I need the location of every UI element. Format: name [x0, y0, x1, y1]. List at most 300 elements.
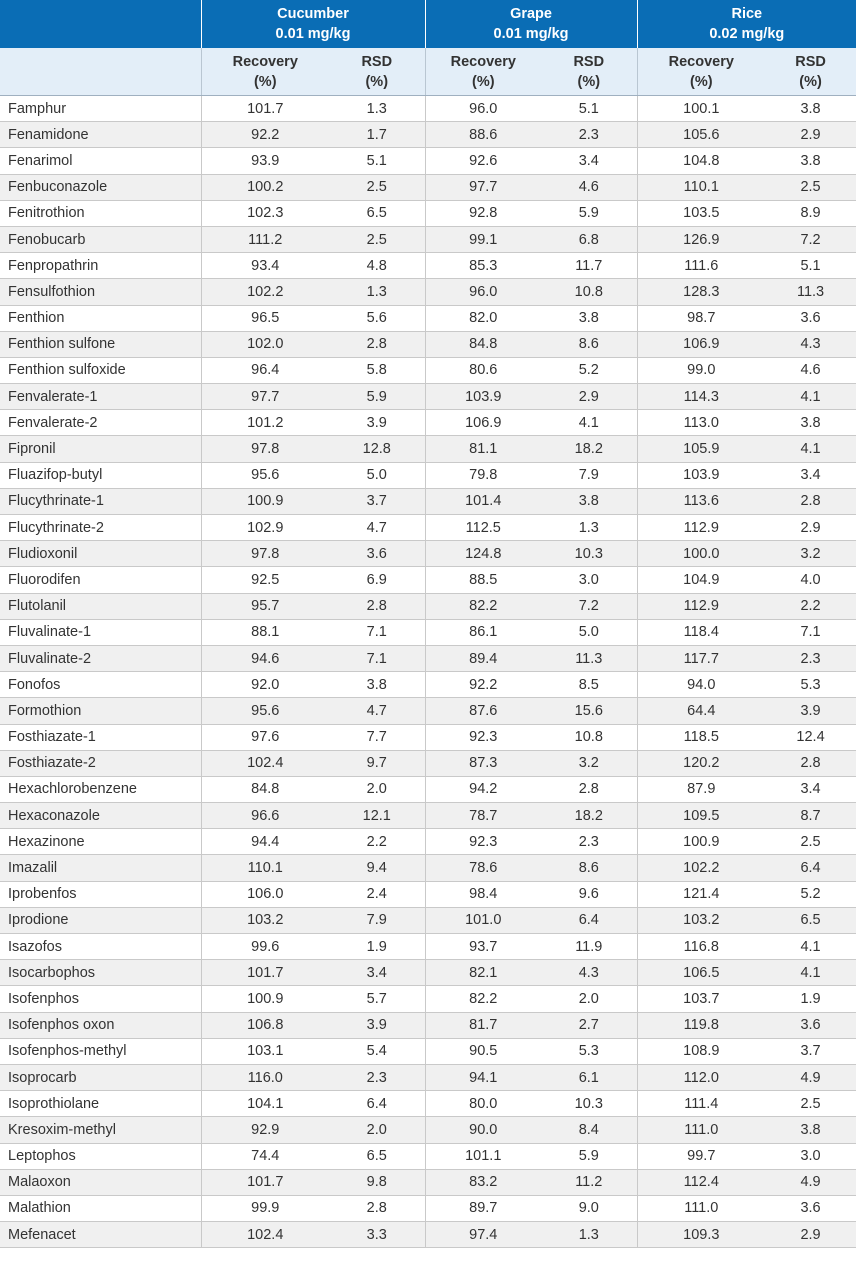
rice-rsd-cell: 2.3: [765, 645, 856, 671]
grape-rsd-cell: 4.3: [541, 960, 637, 986]
grape-rsd-cell: 1.3: [541, 1222, 637, 1248]
grape-rsd-cell: 2.9: [541, 384, 637, 410]
rice-rsd-cell: 4.1: [765, 960, 856, 986]
table-row: [0, 1038, 856, 1064]
compound-name: Fosthiazate-2: [0, 750, 201, 776]
cucumber-rsd-cell: 5.6: [329, 305, 425, 331]
rsd-header: [541, 48, 637, 96]
grape-rsd-cell: 11.7: [541, 253, 637, 279]
compound-name: Flutolanil: [0, 593, 201, 619]
cucumber-recovery-cell: 104.1: [201, 1091, 329, 1117]
cucumber-recovery-cell: 96.4: [201, 357, 329, 383]
compound-name: Isoprothiolane: [0, 1091, 201, 1117]
rice-recovery-cell: 103.7: [637, 986, 765, 1012]
rice-rsd-cell: 6.5: [765, 907, 856, 933]
rice-recovery-cell: 103.2: [637, 907, 765, 933]
corner-cell: [0, 0, 201, 48]
grape-recovery-cell: 124.8: [425, 541, 541, 567]
matrix-name: Cucumber: [277, 6, 349, 22]
grape-recovery-cell: 82.2: [425, 986, 541, 1012]
compound-name: Leptophos: [0, 1143, 201, 1169]
table-row: [0, 881, 856, 907]
rice-recovery-cell: 112.9: [637, 515, 765, 541]
cucumber-rsd-cell: 2.5: [329, 226, 425, 252]
matrix-header-cucumber: [201, 0, 425, 48]
grape-rsd-cell: 2.8: [541, 776, 637, 802]
rsd-label: RSD: [573, 53, 605, 70]
cucumber-rsd-cell: 2.0: [329, 776, 425, 802]
rice-rsd-cell: 12.4: [765, 724, 856, 750]
grape-recovery-cell: 94.2: [425, 776, 541, 802]
cucumber-rsd-cell: 1.3: [329, 279, 425, 305]
cucumber-recovery-cell: 94.6: [201, 645, 329, 671]
table-row: [0, 122, 856, 148]
compound-name: Isazofos: [0, 934, 201, 960]
recovery-label: Recovery: [668, 53, 734, 70]
grape-recovery-cell: 97.7: [425, 174, 541, 200]
recovery-header: [201, 48, 329, 96]
grape-rsd-cell: 5.1: [541, 96, 637, 122]
compound-name: Flucythrinate-2: [0, 515, 201, 541]
rice-recovery-cell: 94.0: [637, 672, 765, 698]
rice-rsd-cell: 2.9: [765, 122, 856, 148]
grape-recovery-cell: 88.6: [425, 122, 541, 148]
rice-rsd-cell: 2.8: [765, 750, 856, 776]
table-row: [0, 960, 856, 986]
recovery-unit: (%): [690, 73, 713, 90]
cucumber-rsd-cell: 7.1: [329, 645, 425, 671]
cucumber-rsd-cell: 7.9: [329, 907, 425, 933]
grape-rsd-cell: 2.3: [541, 122, 637, 148]
compound-name: Fensulfothion: [0, 279, 201, 305]
grape-recovery-cell: 81.7: [425, 1012, 541, 1038]
grape-rsd-cell: 10.3: [541, 1091, 637, 1117]
rice-recovery-cell: 118.4: [637, 619, 765, 645]
grape-recovery-cell: 82.0: [425, 305, 541, 331]
compound-name: Fluazifop-butyl: [0, 462, 201, 488]
cucumber-recovery-cell: 92.2: [201, 122, 329, 148]
table-row: [0, 253, 856, 279]
rice-recovery-cell: 105.9: [637, 436, 765, 462]
rice-recovery-cell: 105.6: [637, 122, 765, 148]
compound-name: Isofenphos oxon: [0, 1012, 201, 1038]
compound-name: Fludioxonil: [0, 541, 201, 567]
compound-name: Fenbuconazole: [0, 174, 201, 200]
cucumber-recovery-cell: 103.2: [201, 907, 329, 933]
table-row: [0, 645, 856, 671]
matrix-header-row: [0, 0, 856, 48]
grape-recovery-cell: 96.0: [425, 96, 541, 122]
rice-rsd-cell: 4.9: [765, 1064, 856, 1090]
grape-recovery-cell: 82.1: [425, 960, 541, 986]
grape-recovery-cell: 94.1: [425, 1064, 541, 1090]
grape-rsd-cell: 5.3: [541, 1038, 637, 1064]
table-row: [0, 488, 856, 514]
grape-rsd-cell: 3.8: [541, 305, 637, 331]
grape-rsd-cell: 1.3: [541, 515, 637, 541]
cucumber-rsd-cell: 12.8: [329, 436, 425, 462]
cucumber-rsd-cell: 12.1: [329, 803, 425, 829]
table-row: [0, 357, 856, 383]
table-row: [0, 986, 856, 1012]
cucumber-recovery-cell: 93.4: [201, 253, 329, 279]
cucumber-rsd-cell: 9.4: [329, 855, 425, 881]
cucumber-rsd-cell: 3.8: [329, 672, 425, 698]
rice-recovery-cell: 112.4: [637, 1169, 765, 1195]
cucumber-recovery-cell: 116.0: [201, 1064, 329, 1090]
matrix-level: 0.01 mg/kg: [493, 26, 569, 42]
rice-rsd-cell: 3.8: [765, 148, 856, 174]
cucumber-recovery-cell: 103.1: [201, 1038, 329, 1064]
cucumber-recovery-cell: 102.0: [201, 331, 329, 357]
cucumber-rsd-cell: 5.1: [329, 148, 425, 174]
grape-rsd-cell: 11.9: [541, 934, 637, 960]
grape-recovery-cell: 87.6: [425, 698, 541, 724]
rsd-label: RSD: [361, 53, 393, 70]
cucumber-recovery-cell: 102.4: [201, 750, 329, 776]
rice-rsd-cell: 2.9: [765, 515, 856, 541]
cucumber-rsd-cell: 5.0: [329, 462, 425, 488]
cucumber-recovery-cell: 99.9: [201, 1195, 329, 1221]
grape-recovery-cell: 84.8: [425, 331, 541, 357]
grape-rsd-cell: 7.2: [541, 593, 637, 619]
grape-recovery-cell: 82.2: [425, 593, 541, 619]
cucumber-rsd-cell: 4.7: [329, 515, 425, 541]
cucumber-rsd-cell: 3.3: [329, 1222, 425, 1248]
table-row: [0, 200, 856, 226]
grape-recovery-cell: 86.1: [425, 619, 541, 645]
table-row: [0, 829, 856, 855]
rice-rsd-cell: 2.2: [765, 593, 856, 619]
cucumber-recovery-cell: 94.4: [201, 829, 329, 855]
grape-rsd-cell: 6.4: [541, 907, 637, 933]
rice-rsd-cell: 3.2: [765, 541, 856, 567]
compound-name: Isofenphos-methyl: [0, 1038, 201, 1064]
cucumber-recovery-cell: 102.9: [201, 515, 329, 541]
cucumber-rsd-cell: 5.4: [329, 1038, 425, 1064]
compound-name: Isocarbophos: [0, 960, 201, 986]
table-row: [0, 1169, 856, 1195]
cucumber-rsd-cell: 2.5: [329, 174, 425, 200]
rice-recovery-cell: 103.9: [637, 462, 765, 488]
table-row: [0, 750, 856, 776]
cucumber-rsd-cell: 7.1: [329, 619, 425, 645]
grape-rsd-cell: 3.0: [541, 567, 637, 593]
table-row: [0, 855, 856, 881]
cucumber-recovery-cell: 102.3: [201, 200, 329, 226]
cucumber-recovery-cell: 96.6: [201, 803, 329, 829]
grape-recovery-cell: 90.0: [425, 1117, 541, 1143]
grape-rsd-cell: 10.3: [541, 541, 637, 567]
matrix-level: 0.02 mg/kg: [709, 26, 785, 42]
table-row: [0, 541, 856, 567]
rice-rsd-cell: 3.6: [765, 305, 856, 331]
rice-rsd-cell: 3.8: [765, 410, 856, 436]
cucumber-rsd-cell: 3.7: [329, 488, 425, 514]
table-row: [0, 724, 856, 750]
rice-recovery-cell: 100.0: [637, 541, 765, 567]
rice-recovery-cell: 109.5: [637, 803, 765, 829]
grape-recovery-cell: 99.1: [425, 226, 541, 252]
table-row: [0, 331, 856, 357]
table-row: [0, 384, 856, 410]
rsd-header: [329, 48, 425, 96]
table-row: [0, 1143, 856, 1169]
cucumber-rsd-cell: 4.8: [329, 253, 425, 279]
grape-rsd-cell: 7.9: [541, 462, 637, 488]
cucumber-recovery-cell: 74.4: [201, 1143, 329, 1169]
compound-name: Flucythrinate-1: [0, 488, 201, 514]
cucumber-recovery-cell: 102.4: [201, 1222, 329, 1248]
compound-name: Fenthion: [0, 305, 201, 331]
rice-rsd-cell: 3.8: [765, 96, 856, 122]
grape-recovery-cell: 106.9: [425, 410, 541, 436]
grape-recovery-cell: 81.1: [425, 436, 541, 462]
table-row: [0, 672, 856, 698]
table-row: [0, 1117, 856, 1143]
cucumber-rsd-cell: 5.7: [329, 986, 425, 1012]
rice-recovery-cell: 98.7: [637, 305, 765, 331]
cucumber-rsd-cell: 1.3: [329, 96, 425, 122]
cucumber-rsd-cell: 9.8: [329, 1169, 425, 1195]
cucumber-recovery-cell: 92.5: [201, 567, 329, 593]
table-row: [0, 593, 856, 619]
rice-recovery-cell: 128.3: [637, 279, 765, 305]
rice-recovery-cell: 99.0: [637, 357, 765, 383]
table-row: [0, 619, 856, 645]
rice-recovery-cell: 106.5: [637, 960, 765, 986]
cucumber-rsd-cell: 6.5: [329, 1143, 425, 1169]
compound-name: Fenamidone: [0, 122, 201, 148]
rice-rsd-cell: 4.0: [765, 567, 856, 593]
rice-rsd-cell: 2.8: [765, 488, 856, 514]
table-row: [0, 1222, 856, 1248]
grape-rsd-cell: 5.9: [541, 1143, 637, 1169]
compound-name: Fluvalinate-1: [0, 619, 201, 645]
metric-header-row: [0, 48, 856, 96]
cucumber-rsd-cell: 2.0: [329, 1117, 425, 1143]
rice-rsd-cell: 3.6: [765, 1012, 856, 1038]
compound-name: Kresoxim-methyl: [0, 1117, 201, 1143]
rice-recovery-cell: 111.4: [637, 1091, 765, 1117]
grape-recovery-cell: 78.6: [425, 855, 541, 881]
cucumber-recovery-cell: 100.9: [201, 488, 329, 514]
rice-rsd-cell: 4.1: [765, 436, 856, 462]
grape-rsd-cell: 10.8: [541, 279, 637, 305]
grape-rsd-cell: 3.2: [541, 750, 637, 776]
rice-rsd-cell: 7.1: [765, 619, 856, 645]
rice-recovery-cell: 113.6: [637, 488, 765, 514]
rice-recovery-cell: 121.4: [637, 881, 765, 907]
cucumber-rsd-cell: 6.9: [329, 567, 425, 593]
cucumber-recovery-cell: 106.0: [201, 881, 329, 907]
grape-recovery-cell: 85.3: [425, 253, 541, 279]
rice-recovery-cell: 111.0: [637, 1117, 765, 1143]
rice-recovery-cell: 110.1: [637, 174, 765, 200]
table-row: [0, 305, 856, 331]
compound-name: Fenvalerate-2: [0, 410, 201, 436]
grape-recovery-cell: 92.2: [425, 672, 541, 698]
rice-rsd-cell: 4.6: [765, 357, 856, 383]
matrix-header-grape: [425, 0, 637, 48]
rice-rsd-cell: 3.7: [765, 1038, 856, 1064]
grape-recovery-cell: 93.7: [425, 934, 541, 960]
table-row: [0, 1195, 856, 1221]
grape-rsd-cell: 2.7: [541, 1012, 637, 1038]
matrix-level: 0.01 mg/kg: [275, 26, 351, 42]
grape-recovery-cell: 92.3: [425, 829, 541, 855]
rice-recovery-cell: 116.8: [637, 934, 765, 960]
cucumber-rsd-cell: 5.8: [329, 357, 425, 383]
cucumber-recovery-cell: 106.8: [201, 1012, 329, 1038]
rice-rsd-cell: 4.1: [765, 384, 856, 410]
cucumber-rsd-cell: 9.7: [329, 750, 425, 776]
compound-name: Fenthion sulfone: [0, 331, 201, 357]
grape-rsd-cell: 11.2: [541, 1169, 637, 1195]
rice-rsd-cell: 11.3: [765, 279, 856, 305]
cucumber-recovery-cell: 102.2: [201, 279, 329, 305]
cucumber-rsd-cell: 5.9: [329, 384, 425, 410]
rice-recovery-cell: 87.9: [637, 776, 765, 802]
rice-recovery-cell: 118.5: [637, 724, 765, 750]
grape-rsd-cell: 8.6: [541, 855, 637, 881]
grape-recovery-cell: 80.0: [425, 1091, 541, 1117]
rice-rsd-cell: 8.7: [765, 803, 856, 829]
table-row: [0, 1064, 856, 1090]
table-row: [0, 148, 856, 174]
cucumber-rsd-cell: 2.3: [329, 1064, 425, 1090]
rice-rsd-cell: 4.9: [765, 1169, 856, 1195]
recovery-unit: (%): [471, 73, 495, 90]
compound-name: Hexachlorobenzene: [0, 776, 201, 802]
cucumber-recovery-cell: 95.7: [201, 593, 329, 619]
cucumber-rsd-cell: 2.8: [329, 331, 425, 357]
compound-name: Imazalil: [0, 855, 201, 881]
cucumber-rsd-cell: 2.4: [329, 881, 425, 907]
grape-recovery-cell: 101.4: [425, 488, 541, 514]
grape-recovery-cell: 87.3: [425, 750, 541, 776]
rice-recovery-cell: 103.5: [637, 200, 765, 226]
cucumber-rsd-cell: 3.6: [329, 541, 425, 567]
rice-recovery-cell: 112.9: [637, 593, 765, 619]
rice-recovery-cell: 117.7: [637, 645, 765, 671]
grape-recovery-cell: 92.8: [425, 200, 541, 226]
table-body: [0, 96, 856, 1248]
grape-rsd-cell: 2.3: [541, 829, 637, 855]
rice-rsd-cell: 3.4: [765, 462, 856, 488]
cucumber-recovery-cell: 100.2: [201, 174, 329, 200]
compound-name: Famphur: [0, 96, 201, 122]
cucumber-recovery-cell: 92.0: [201, 672, 329, 698]
grape-recovery-cell: 92.6: [425, 148, 541, 174]
matrix-name: Grape: [510, 6, 552, 22]
table-row: [0, 436, 856, 462]
grape-recovery-cell: 112.5: [425, 515, 541, 541]
cucumber-recovery-cell: 101.7: [201, 1169, 329, 1195]
grape-recovery-cell: 89.7: [425, 1195, 541, 1221]
cucumber-recovery-cell: 97.8: [201, 541, 329, 567]
cucumber-rsd-cell: 2.8: [329, 1195, 425, 1221]
cucumber-recovery-cell: 99.6: [201, 934, 329, 960]
rice-rsd-cell: 3.6: [765, 1195, 856, 1221]
grape-recovery-cell: 98.4: [425, 881, 541, 907]
rice-rsd-cell: 5.1: [765, 253, 856, 279]
cucumber-recovery-cell: 100.9: [201, 986, 329, 1012]
grape-rsd-cell: 8.4: [541, 1117, 637, 1143]
recovery-label: Recovery: [450, 53, 516, 70]
cucumber-recovery-cell: 95.6: [201, 462, 329, 488]
cucumber-recovery-cell: 97.8: [201, 436, 329, 462]
cucumber-recovery-cell: 101.7: [201, 96, 329, 122]
table-row: [0, 410, 856, 436]
rsd-unit: (%): [577, 73, 601, 90]
rice-recovery-cell: 120.2: [637, 750, 765, 776]
cucumber-rsd-cell: 1.7: [329, 122, 425, 148]
table-row: [0, 567, 856, 593]
rice-recovery-cell: 100.9: [637, 829, 765, 855]
rice-recovery-cell: 109.3: [637, 1222, 765, 1248]
compound-name: Malathion: [0, 1195, 201, 1221]
grape-recovery-cell: 88.5: [425, 567, 541, 593]
cucumber-recovery-cell: 84.8: [201, 776, 329, 802]
cucumber-recovery-cell: 110.1: [201, 855, 329, 881]
table-row: [0, 174, 856, 200]
grape-recovery-cell: 97.4: [425, 1222, 541, 1248]
cucumber-recovery-cell: 97.7: [201, 384, 329, 410]
table-row: [0, 515, 856, 541]
compound-name: Fenthion sulfoxide: [0, 357, 201, 383]
grape-recovery-cell: 92.3: [425, 724, 541, 750]
rice-recovery-cell: 102.2: [637, 855, 765, 881]
rice-rsd-cell: 3.4: [765, 776, 856, 802]
recovery-label: Recovery: [232, 53, 298, 70]
grape-rsd-cell: 4.6: [541, 174, 637, 200]
recovery-header: [637, 48, 765, 96]
grape-rsd-cell: 9.0: [541, 1195, 637, 1221]
grape-recovery-cell: 101.1: [425, 1143, 541, 1169]
cucumber-rsd-cell: 2.8: [329, 593, 425, 619]
compound-name: Fenitrothion: [0, 200, 201, 226]
rice-recovery-cell: 104.8: [637, 148, 765, 174]
grape-rsd-cell: 9.6: [541, 881, 637, 907]
cucumber-recovery-cell: 96.5: [201, 305, 329, 331]
compound-name: Fenpropathrin: [0, 253, 201, 279]
compound-name: Hexaconazole: [0, 803, 201, 829]
grape-rsd-cell: 8.5: [541, 672, 637, 698]
table-row: [0, 907, 856, 933]
cucumber-rsd-cell: 7.7: [329, 724, 425, 750]
compound-name: Malaoxon: [0, 1169, 201, 1195]
grape-rsd-cell: 3.4: [541, 148, 637, 174]
grape-rsd-cell: 6.8: [541, 226, 637, 252]
rice-recovery-cell: 113.0: [637, 410, 765, 436]
cucumber-recovery-cell: 101.2: [201, 410, 329, 436]
grape-recovery-cell: 79.8: [425, 462, 541, 488]
rice-rsd-cell: 7.2: [765, 226, 856, 252]
compound-name: Iprobenfos: [0, 881, 201, 907]
table-row: [0, 1091, 856, 1117]
compound-name: Fenobucarb: [0, 226, 201, 252]
compound-name: Isofenphos: [0, 986, 201, 1012]
rice-recovery-cell: 106.9: [637, 331, 765, 357]
table-row: [0, 803, 856, 829]
cucumber-rsd-cell: 6.5: [329, 200, 425, 226]
table-row: [0, 279, 856, 305]
compound-name: Fosthiazate-1: [0, 724, 201, 750]
compound-name: Hexazinone: [0, 829, 201, 855]
grape-recovery-cell: 80.6: [425, 357, 541, 383]
grape-recovery-cell: 96.0: [425, 279, 541, 305]
